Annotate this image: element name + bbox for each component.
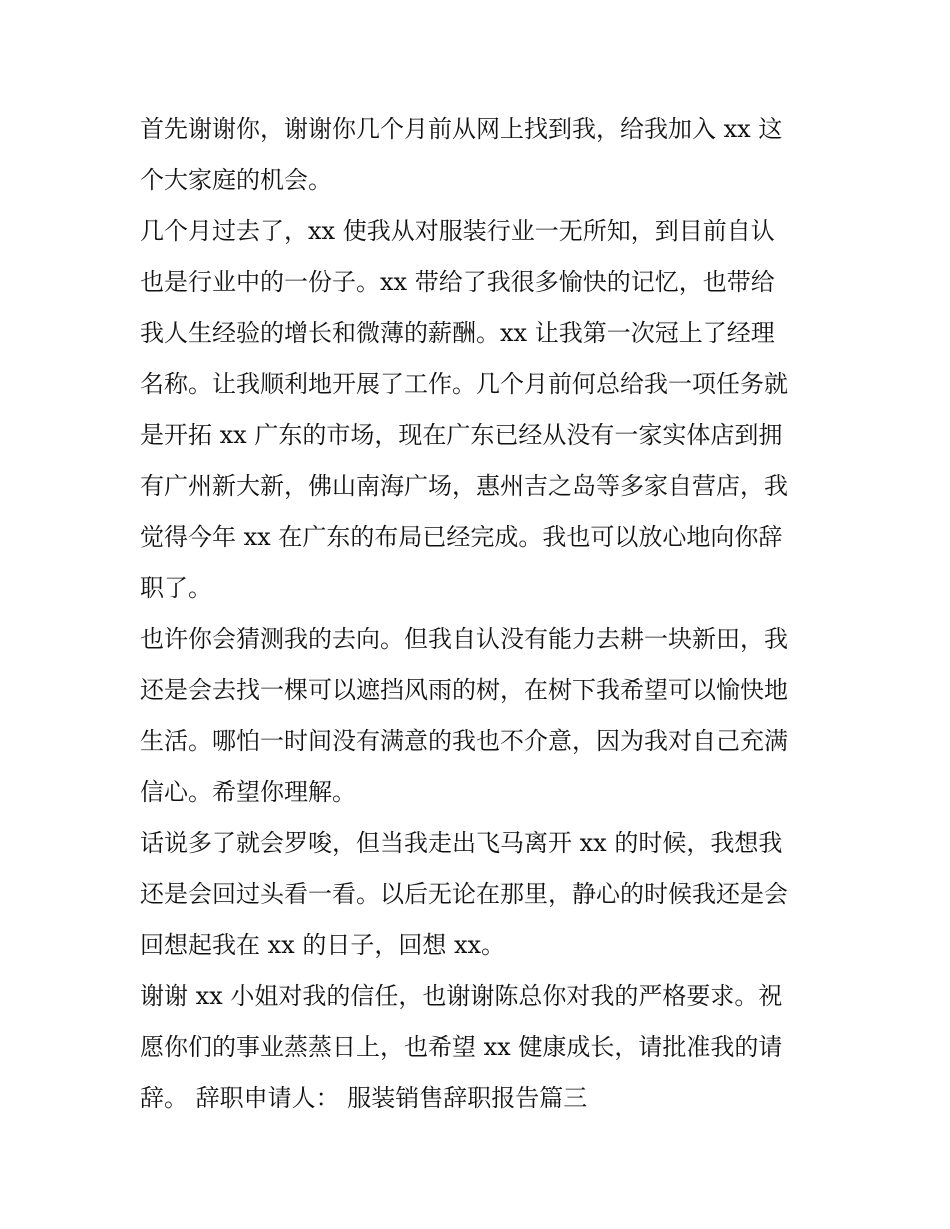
paragraph-5 bbox=[140, 971, 820, 1124]
text-line: 首先谢谢你，谢谢你几个月前从网上找到我，给我加入 xx 这 bbox=[140, 115, 783, 143]
text-line: 还是会回过头看一看。以后无论在那里，静心的时候我还是会 bbox=[140, 880, 788, 908]
text-line: 愿你们的事业蒸蒸日上，也希望 xx 健康成长，请批准我的请 bbox=[140, 1033, 783, 1061]
paragraph-1 bbox=[140, 104, 820, 206]
text-line: 回想起我在 xx 的日子，回想 xx。 bbox=[140, 931, 506, 959]
paragraph-4 bbox=[140, 818, 820, 971]
text-line: 生活。哪怕一时间没有满意的我也不介意，因为我对自己充满 bbox=[140, 727, 788, 755]
paragraph-3 bbox=[140, 614, 820, 818]
text-line: 是开拓 xx 广东的市场，现在广东已经从没有一家实体店到拥 bbox=[140, 421, 783, 449]
text-line: 个大家庭的机会。 bbox=[140, 166, 332, 194]
text-line: 我人生经验的增长和微薄的薪酬。xx 让我第一次冠上了经理 bbox=[140, 319, 775, 347]
document-body bbox=[140, 104, 820, 1124]
text-line: 有广州新大新，佛山南海广场，惠州吉之岛等多家自营店，我 bbox=[140, 472, 788, 500]
text-line: 也是行业中的一份子。xx 带给了我很多愉快的记忆，也带给 bbox=[140, 268, 775, 296]
text-line: 还是会去找一棵可以遮挡风雨的树，在树下我希望可以愉快地 bbox=[140, 676, 788, 704]
text-line: 辞。 辞职申请人： 服装销售辞职报告篇三 bbox=[140, 1084, 588, 1112]
text-line: 谢谢 xx 小姐对我的信任，也谢谢陈总你对我的严格要求。祝 bbox=[140, 982, 783, 1010]
text-line: 觉得今年 xx 在广东的布局已经完成。我也可以放心地向你辞 bbox=[140, 523, 783, 551]
text-line: 信心。希望你理解。 bbox=[140, 778, 356, 806]
text-line: 职了。 bbox=[140, 574, 212, 602]
paragraph-2 bbox=[140, 206, 820, 614]
text-line: 话说多了就会罗唆，但当我走出飞马离开 xx 的时候，我想我 bbox=[140, 829, 783, 857]
text-line: 也许你会猜测我的去向。但我自认没有能力去耕一块新田，我 bbox=[140, 625, 788, 653]
text-line: 名称。让我顺利地开展了工作。几个月前何总给我一项任务就 bbox=[140, 370, 788, 398]
text-line: 几个月过去了，xx 使我从对服装行业一无所知，到目前自认 bbox=[140, 217, 775, 245]
